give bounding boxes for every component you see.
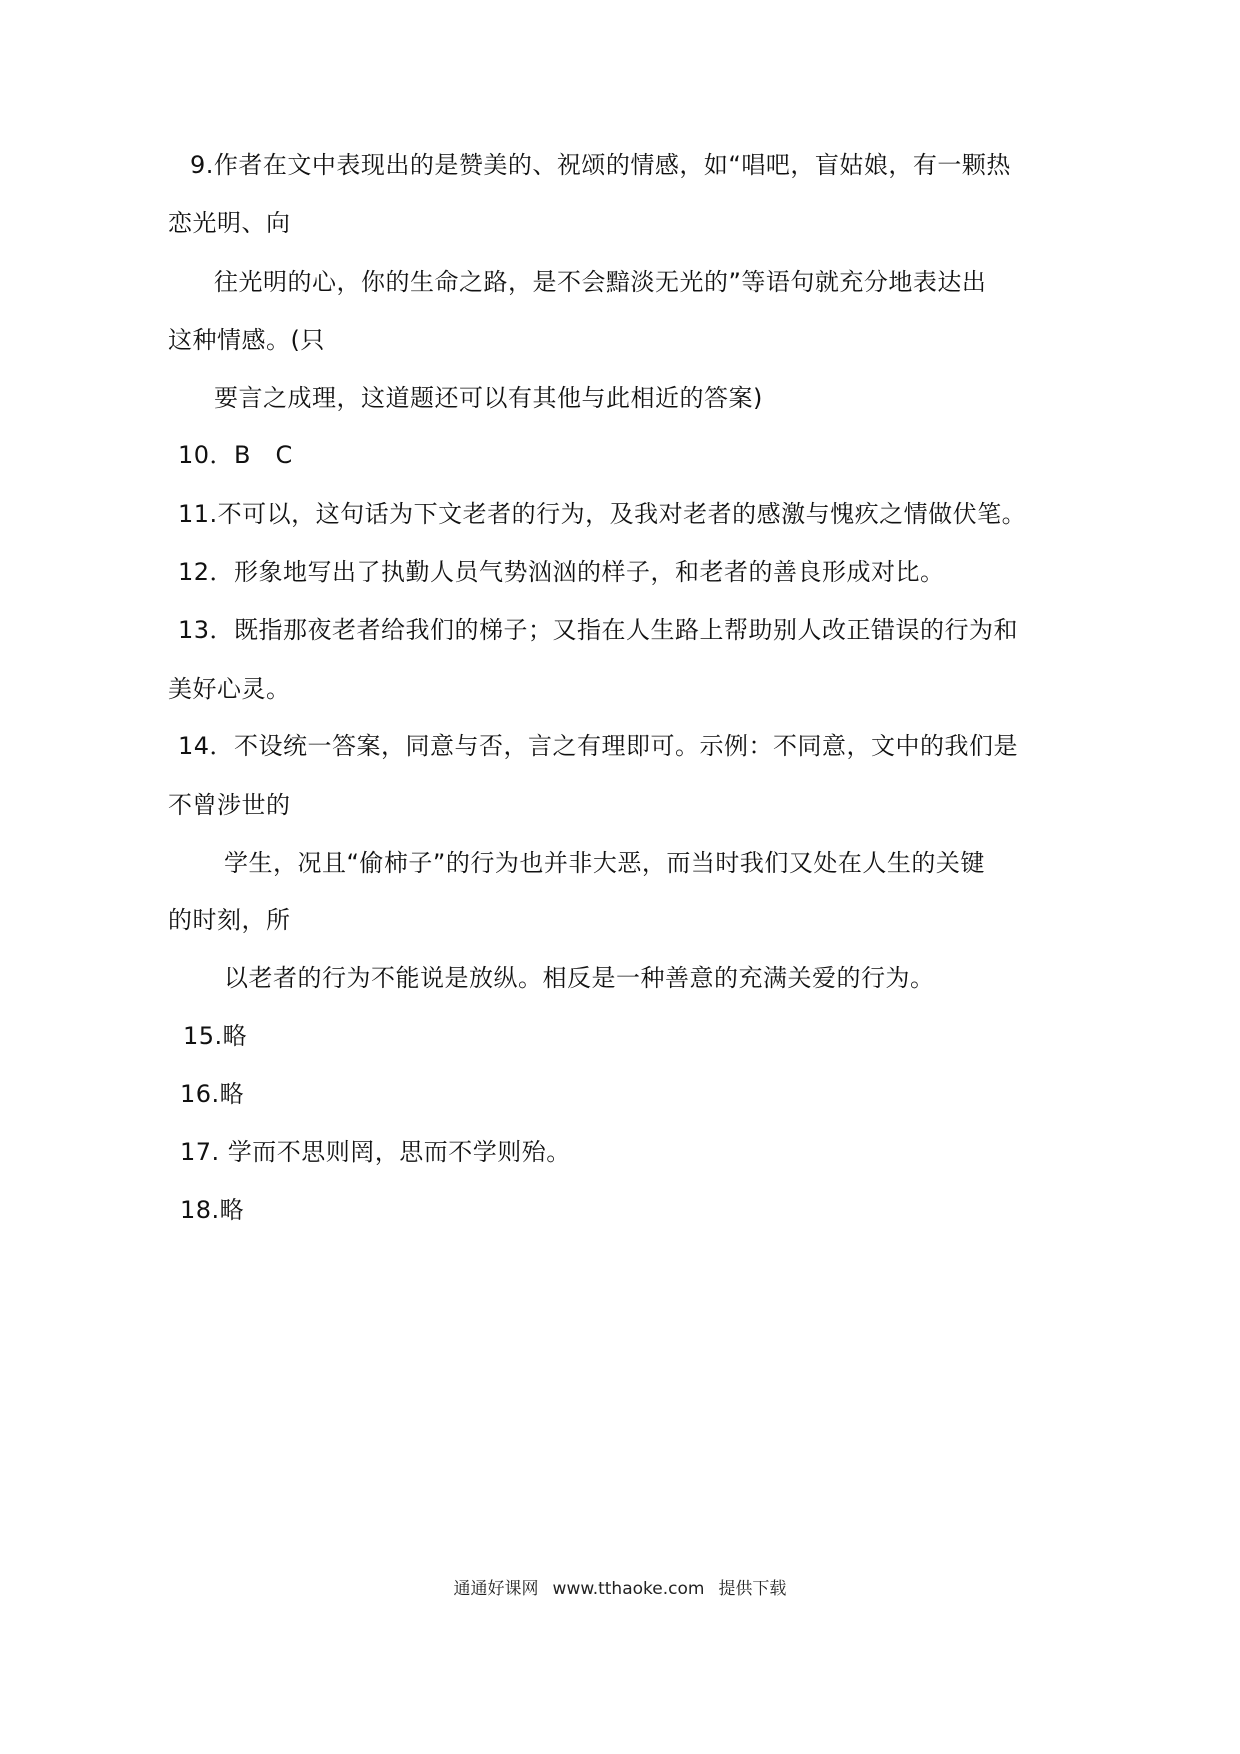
answer-15: 15.略 — [183, 1022, 248, 1050]
footer-url[interactable]: www.tthaoke.com — [552, 1579, 705, 1599]
answer-16: 16.略 — [180, 1080, 245, 1108]
answer-13-line-2: 美好心灵。 — [168, 675, 291, 703]
answer-11: 11.不可以，这句话为下文老者的行为，及我对老者的感激与愧疚之情做伏笔。 — [178, 500, 1027, 528]
footer-note: 提供下载 — [718, 1579, 787, 1599]
answer-9-line-3: 往光明的心，你的生命之路，是不会黯淡无光的”等语句就充分地表达出 — [214, 268, 987, 296]
footer-site-name: 通通好课网 — [453, 1579, 539, 1599]
answer-18: 18.略 — [180, 1196, 245, 1224]
answer-14-line-3: 学生，况且“偷柿子”的行为也并非大恶，而当时我们又处在人生的关键 — [224, 849, 985, 877]
answer-14-line-2: 不曾涉世的 — [168, 791, 291, 819]
answer-10: 10．B C — [178, 441, 293, 469]
answer-14-line-1: 14．不设统一答案，同意与否，言之有理即可。示例：不同意，文中的我们是 — [178, 732, 1019, 760]
answer-9-line-1: 9.作者在文中表现出的是赞美的、祝颂的情感，如“唱吧，盲姑娘，有一颗热 — [190, 151, 1011, 179]
answer-14-line-4: 的时刻，所 — [168, 906, 291, 934]
answer-9-line-4: 这种情感。(只 — [168, 326, 325, 354]
answer-14-line-5: 以老者的行为不能说是放纵。相反是一种善意的充满关爱的行为。 — [224, 964, 935, 992]
answer-12: 12．形象地写出了执勤人员气势汹汹的样子，和老者的善良形成对比。 — [178, 558, 945, 586]
page-footer — [0, 1578, 1240, 1600]
answer-9-line-2: 恋光明、向 — [168, 209, 291, 237]
answer-13-line-1: 13．既指那夜老者给我们的梯子；又指在人生路上帮助别人改正错误的行为和 — [178, 616, 1019, 644]
answer-9-line-5: 要言之成理，这道题还可以有其他与此相近的答案) — [214, 384, 763, 412]
answer-17: 17. 学而不思则罔，思而不学则殆。 — [180, 1138, 571, 1166]
